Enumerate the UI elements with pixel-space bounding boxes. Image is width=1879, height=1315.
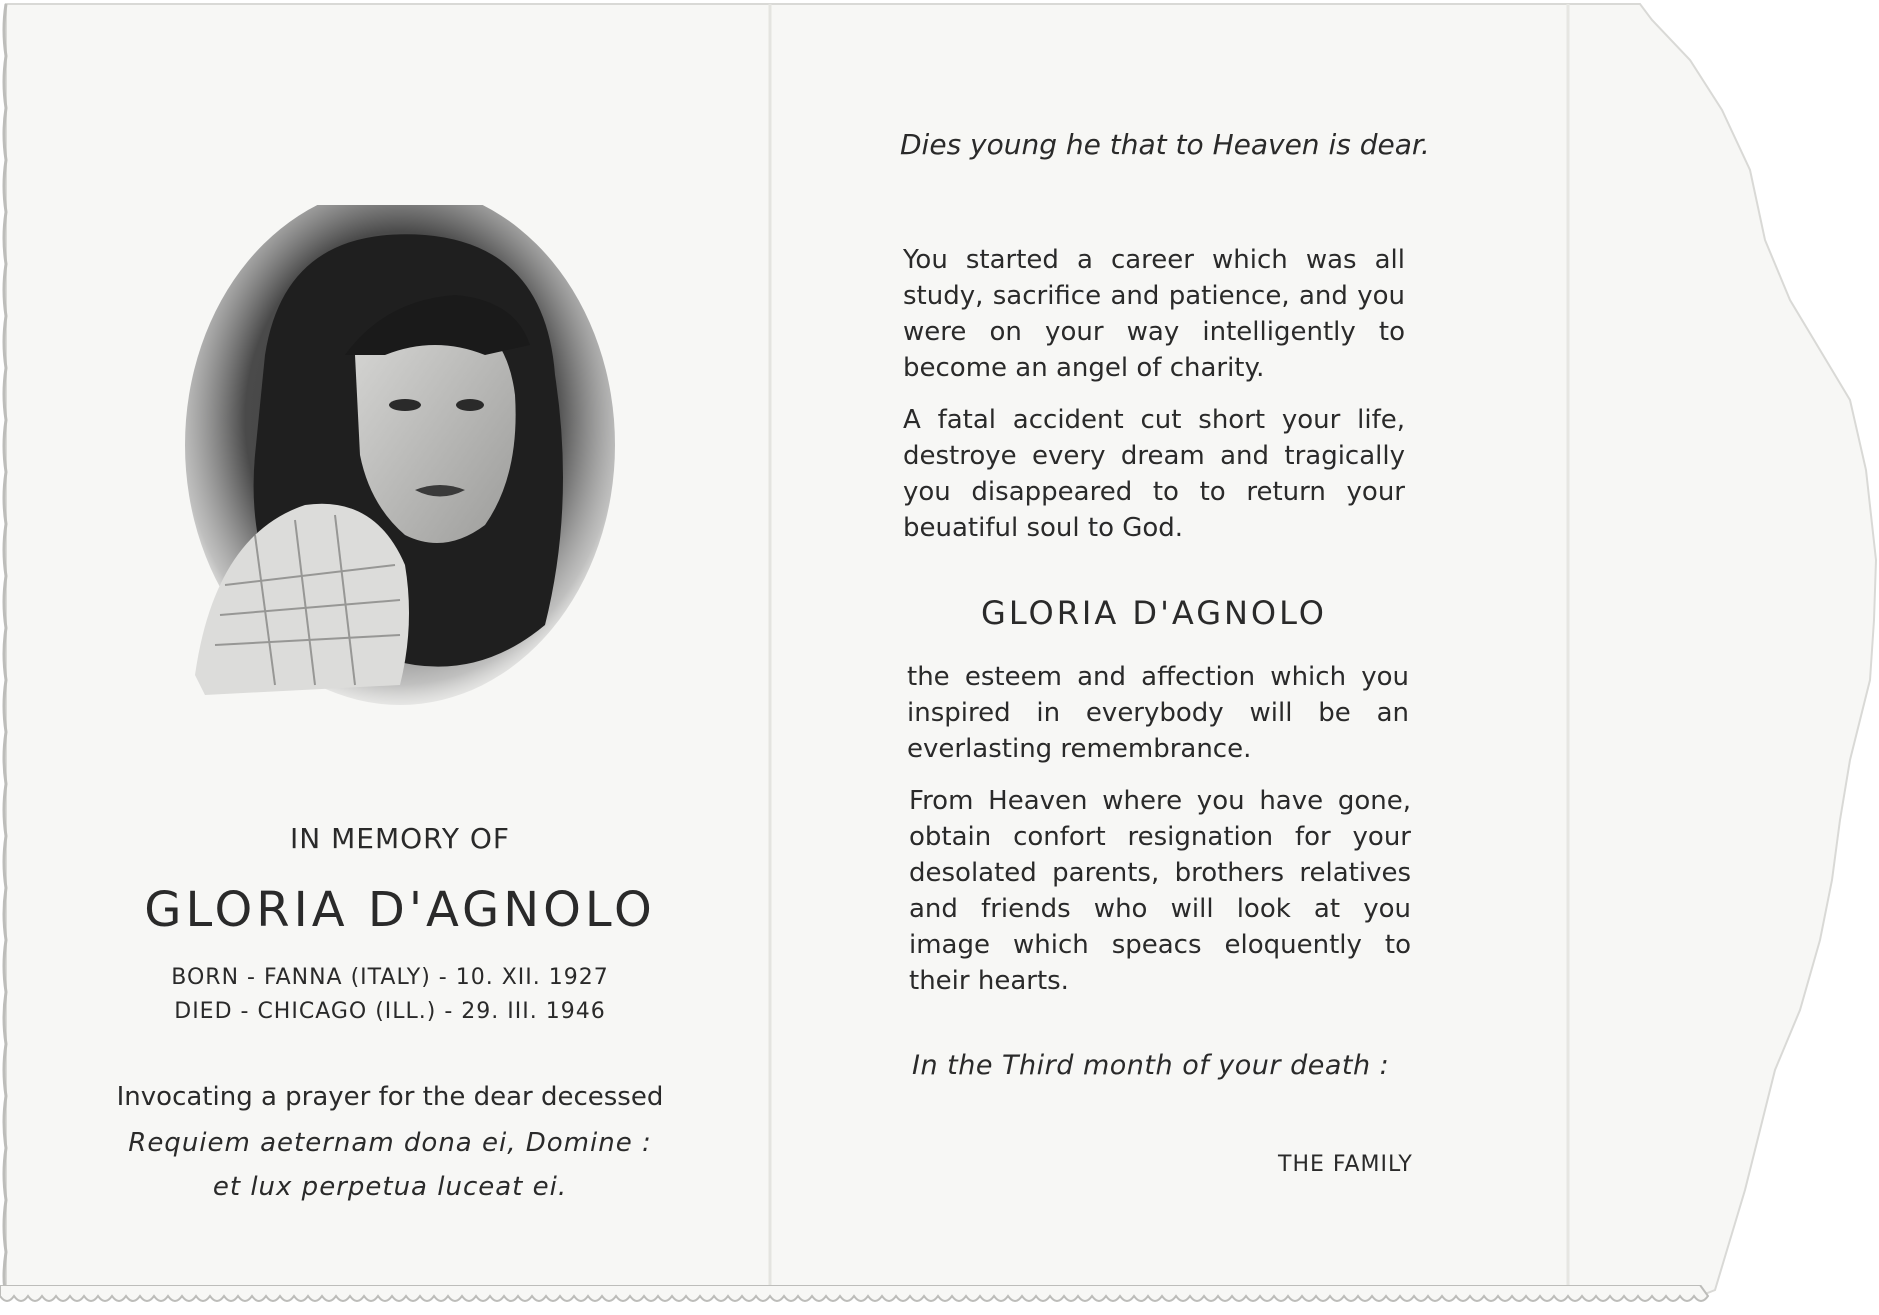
paragraph-heaven [909, 783, 1411, 999]
in-memory-label: IN MEMORY OF [290, 822, 510, 855]
paragraph-line: A fatal accident cut short your life, [903, 405, 1405, 435]
paragraph-line: image which speacs eloquently to [909, 930, 1411, 960]
paragraph-line: become an angel of charity. [903, 353, 1265, 383]
paragraph-line: obtain confort resignation for your [909, 822, 1411, 852]
name-heading: GLORIA D'AGNOLO [981, 594, 1327, 632]
paragraph-line: were on your way intelligently to [903, 317, 1405, 347]
paragraph-line: desolated parents, brothers relatives [909, 858, 1411, 888]
paragraph-line: You started a career which was all [903, 245, 1405, 275]
born-line: BORN - FANNA (ITALY) - 10. XII. 1927 [171, 965, 609, 990]
paragraph-line: the esteem and affection which you [907, 662, 1409, 692]
paragraph-line: beuatiful soul to God. [903, 513, 1184, 543]
prayer-intro: Invocating a prayer for the dear decessed [116, 1082, 664, 1112]
paragraph-line: destroye every dream and tragically [903, 441, 1405, 471]
paragraph-esteem [907, 659, 1409, 767]
epigraph: Dies young he that to Heaven is dear. [900, 128, 1430, 161]
died-line: DIED - CHICAGO (ILL.) - 29. III. 1946 [174, 999, 606, 1024]
paragraph-line: study, sacrifice and patience, and you [903, 281, 1405, 311]
paragraph-line: everlasting remembrance. [907, 734, 1252, 764]
prayer-latin-2: et lux perpetua luceat ei. [212, 1172, 568, 1202]
paragraph-line: you disappeared to to return your [903, 477, 1405, 507]
paragraph-accident [903, 402, 1405, 546]
deceased-name: GLORIA D'AGNOLO [144, 882, 656, 938]
portrait-photo [185, 205, 615, 710]
paragraph-line: From Heaven where you have gone, [909, 786, 1411, 816]
paragraph-career [903, 242, 1405, 386]
closing-line: In the Third month of your death : [912, 1050, 1390, 1081]
paragraph-line: inspired in everybody will be an [907, 698, 1409, 728]
prayer-latin-1: Requiem aeternam dona ei, Domine : [128, 1128, 652, 1158]
paragraph-line: and friends who will look at you [909, 894, 1411, 924]
signature: THE FAMILY [1278, 1152, 1413, 1177]
paragraph-line: their hearts. [909, 966, 1069, 996]
